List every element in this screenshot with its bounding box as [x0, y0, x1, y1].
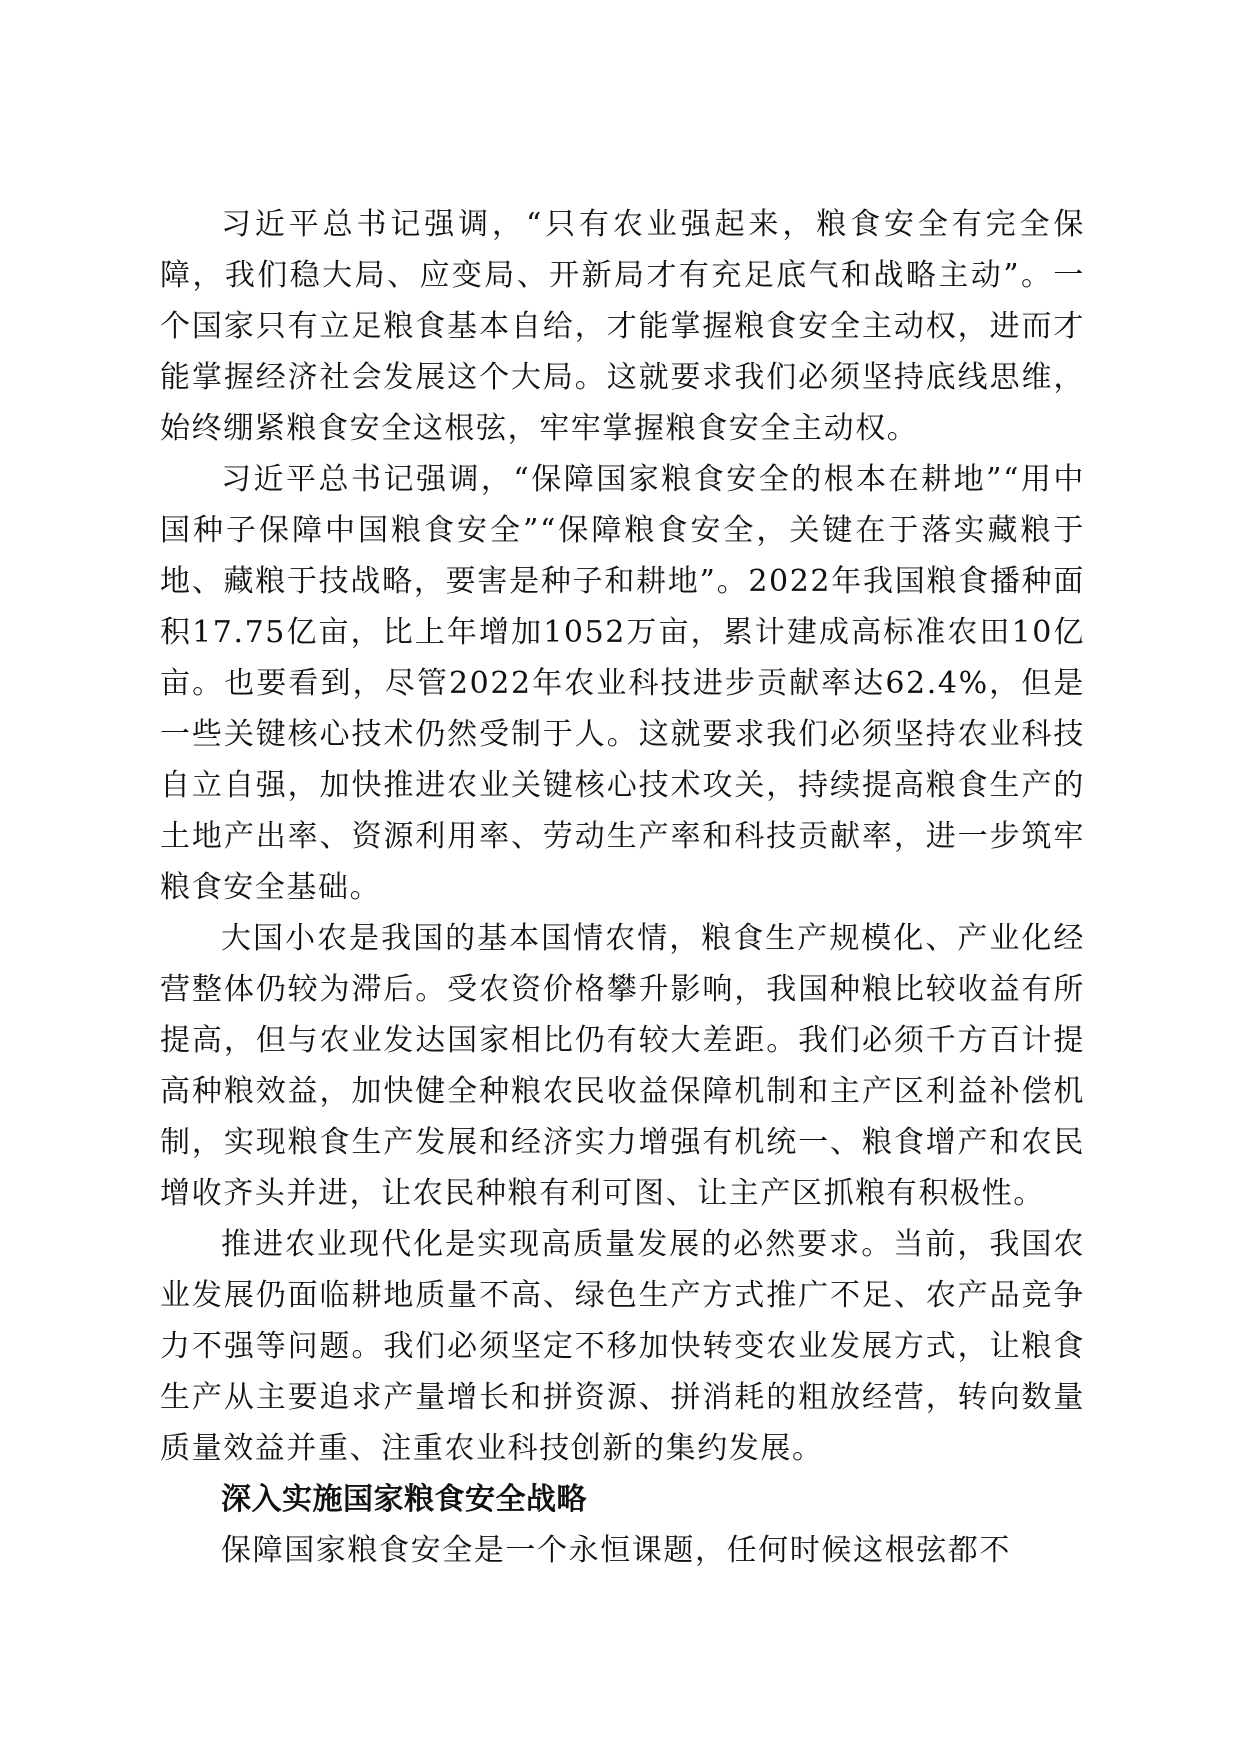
body-paragraph-1: 习近平总书记强调，“只有农业强起来，粮食安全有完全保障，我们稳大局、应变局、开新局才有充足底气和战略主动”。一个国家只有立足粮食基本自给，才能掌握粮食安全主动权，进而才能掌握经济社会发展这个大局。这就要求我们必须坚持底线思维，始终绷紧粮食安全这根弦，牢牢掌握粮食安全主动权。 [160, 207, 1085, 446]
body-paragraph-3: 大国小农是我国的基本国情农情，粮食生产规模化、产业化经营整体仍较为滞后。受农资价格攀升影响，我国种粮比较收益有所提高，但与农业发达国家相比仍有较大差距。我们必须千方百计提高种粮效益，加快健全种粮农民收益保障机制和主产区利益补偿机制，实现粮食生产发展和经济实力增强有机统一、粮食增产和农民增收齐头并进，让农民种粮有利可图、让主产区抓粮有积极性。 [160, 921, 1085, 1211]
document-page [160, 199, 1085, 1576]
body-paragraph-4: 推进农业现代化是实现高质量发展的必然要求。当前，我国农业发展仍面临耕地质量不高、绿色生产方式推广不足、农产品竞争力不强等问题。我们必须坚定不移加快转变农业发展方式，让粮食生产从主要追求产量增长和拼资源、拼消耗的粗放经营，转向数量质量效益并重、注重农业科技创新的集约发展。 [160, 1227, 1085, 1466]
section-heading: 深入实施国家粮食安全战略 [221, 1482, 587, 1517]
body-paragraph-5: 保障国家粮食安全是一个永恒课题，任何时候这根弦都不 [221, 1533, 1011, 1568]
body-paragraph-2: 习近平总书记强调，“保障国家粮食安全的根本在耕地”“用中国种子保障中国粮食安全”“保障粮食安全，关键在于落实藏粮于地、藏粮于技战略，要害是种子和耕地”。2022年我国粮食播种面积17.75亿亩，比上年增加1052万亩，累计建成高标准农田10亿亩。也要看到，尽管2022年农业科技进步贡献率达62.4%，但是一些关键核心技术仍然受制于人。这就要求我们必须坚持农业科技自立自强，加快推进农业关键核心技术攻关，持续提高粮食生产的土地产出率、资源利用率、劳动生产率和科技贡献率，进一步筑牢粮食安全基础。 [160, 462, 1085, 905]
